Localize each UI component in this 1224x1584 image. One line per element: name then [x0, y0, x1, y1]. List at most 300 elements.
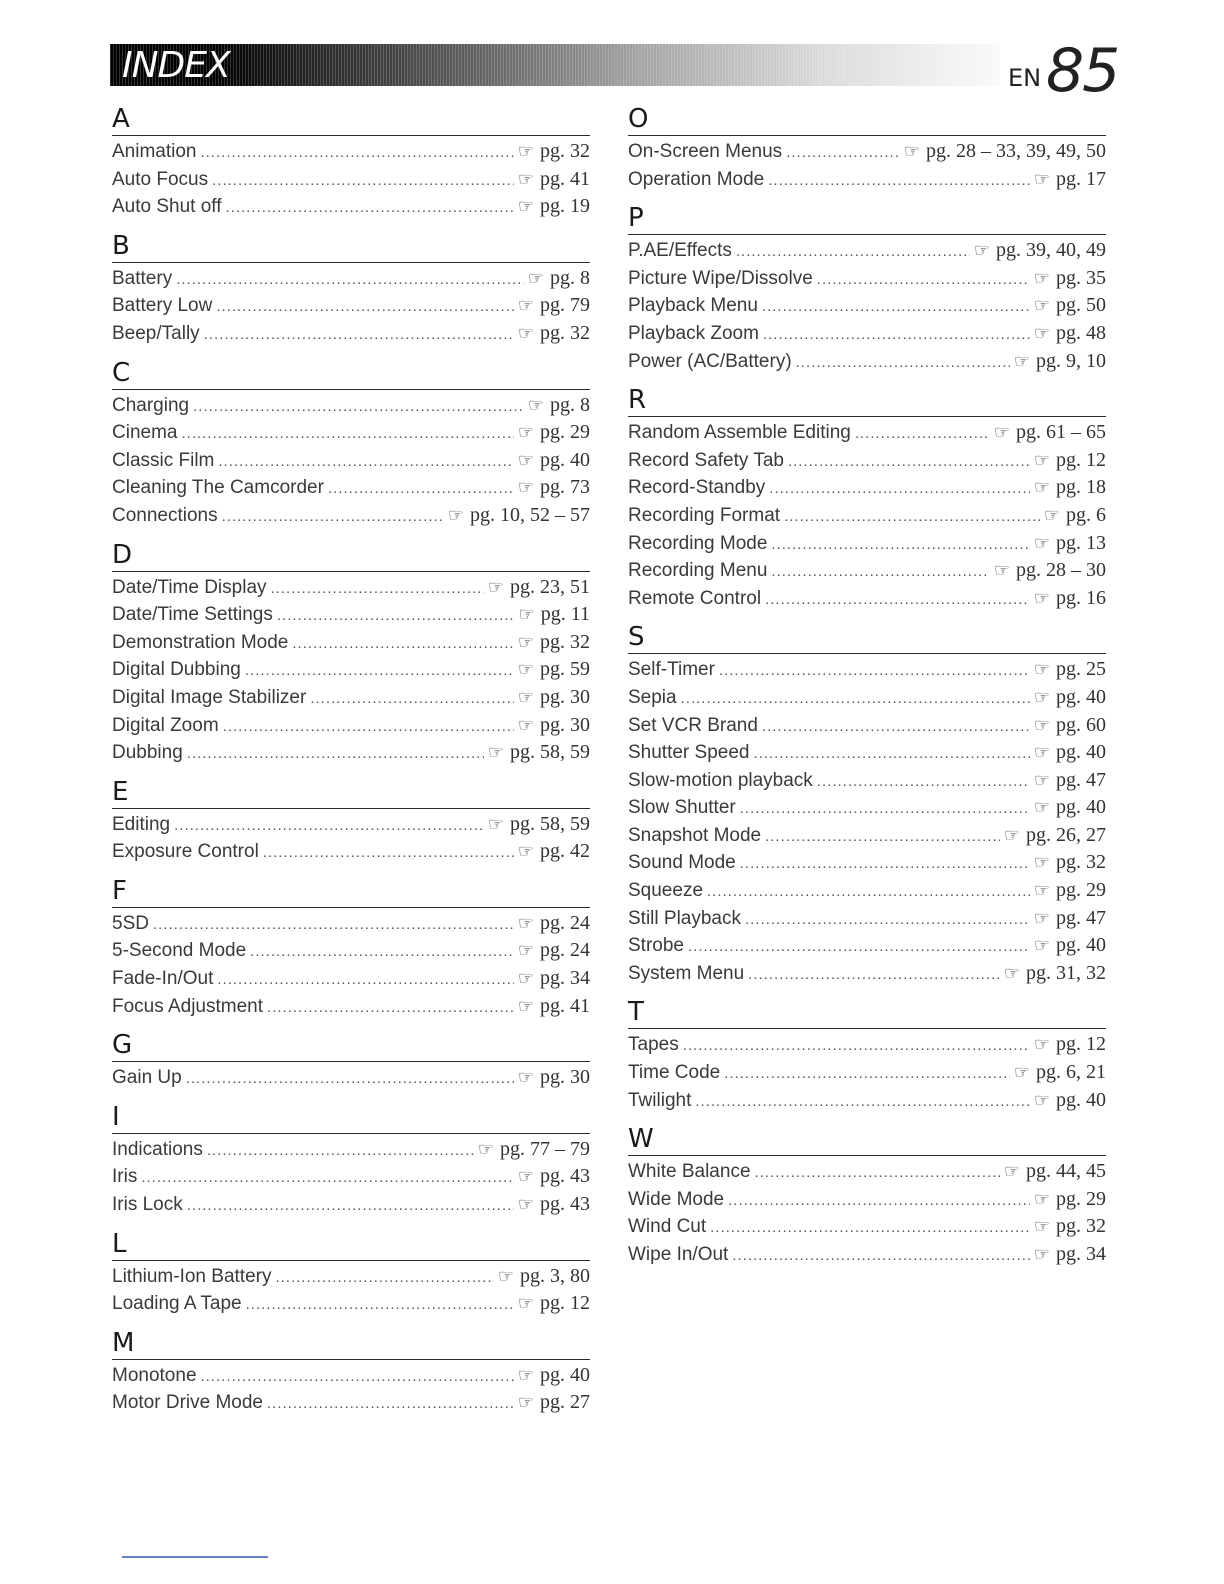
dot-leader: [736, 243, 970, 260]
pointing-hand-icon: ☞: [518, 604, 535, 625]
page-ref-text: pg. 16: [1056, 586, 1106, 609]
pointing-hand-icon: ☞: [517, 1166, 534, 1187]
index-entry: [628, 294, 1106, 322]
index-entry: [112, 912, 590, 940]
dot-leader: [788, 453, 1030, 470]
page-reference: [518, 140, 590, 163]
dot-leader: [710, 1219, 1030, 1236]
page-reference: [528, 394, 590, 417]
page-ref-text: pg. 32: [1056, 851, 1106, 874]
index-section-d: [112, 540, 590, 777]
page-number: 85: [1046, 36, 1119, 106]
dot-leader: [223, 718, 514, 735]
page-reference: [1034, 879, 1106, 902]
page-ref-text: pg. 73: [540, 476, 590, 499]
page-ref-text: pg. 34: [1056, 1243, 1106, 1265]
entry-name: Record Safety Tab: [628, 449, 784, 471]
entry-name: Snapshot Mode: [628, 824, 762, 846]
page-ref-text: pg. 18: [1056, 476, 1106, 499]
pointing-hand-icon: ☞: [517, 295, 534, 316]
index-entry: [628, 962, 1106, 990]
page-ref-text: pg. 40: [1056, 741, 1106, 764]
page-ref-text: pg. 32: [540, 140, 590, 162]
index-entry: [628, 1089, 1106, 1117]
page-reference: [518, 967, 590, 990]
page-ref-text: pg. 30: [540, 685, 590, 708]
index-section-r: [628, 385, 1106, 622]
entry-name: Gain Up: [112, 1067, 182, 1089]
page-reference: [1034, 532, 1106, 555]
index-entry: [112, 294, 590, 322]
dot-leader: [267, 1395, 514, 1412]
dot-leader: [181, 425, 513, 442]
dot-leader: [246, 1296, 514, 1313]
page-reference: [518, 168, 590, 191]
pointing-hand-icon: ☞: [1033, 1089, 1050, 1110]
page-reference: [1034, 267, 1106, 290]
pointing-hand-icon: ☞: [517, 912, 534, 933]
dot-leader: [768, 172, 1030, 189]
page-ref-text: pg. 41: [540, 167, 590, 190]
dot-leader: [771, 536, 1029, 553]
page-ref-text: pg. 32: [540, 321, 590, 344]
dot-leader: [310, 690, 514, 707]
index-entry: [628, 1215, 1106, 1243]
index-entry: [112, 476, 590, 504]
page-ref-text: pg. 32: [1056, 1215, 1106, 1238]
entry-name: Battery: [112, 267, 173, 289]
index-entry: [628, 769, 1106, 797]
page-ref-text: pg. 60: [1056, 713, 1106, 736]
index-entry: [628, 421, 1106, 449]
index-entry: [112, 840, 590, 868]
dot-leader: [753, 745, 1029, 762]
pointing-hand-icon: ☞: [1033, 659, 1050, 680]
section-entries: [112, 1261, 590, 1328]
dot-leader: [226, 199, 514, 216]
entry-name: Random Assemble Editing: [628, 422, 851, 444]
pointing-hand-icon: ☞: [487, 742, 504, 763]
index-entry: [112, 658, 590, 686]
entry-name: Focus Adjustment: [112, 995, 264, 1017]
page-reference: [518, 658, 590, 681]
page-ref-text: pg. 3, 80: [520, 1264, 590, 1287]
dot-leader: [728, 1192, 1030, 1209]
dot-leader: [817, 773, 1030, 790]
pointing-hand-icon: ☞: [517, 968, 534, 989]
page-ref-text: pg. 30: [540, 713, 590, 736]
page-reference: [518, 1193, 590, 1216]
pointing-hand-icon: ☞: [517, 1293, 534, 1314]
index-entry: [112, 1066, 590, 1094]
page-reference: [1034, 769, 1106, 792]
dot-leader: [688, 938, 1030, 955]
index-entry: [112, 741, 590, 769]
dot-leader: [765, 591, 1030, 608]
index-entry: [628, 476, 1106, 504]
page-ref-text: pg. 47: [1056, 906, 1106, 929]
dot-leader: [724, 1065, 1010, 1082]
page-ref-text: pg. 58, 59: [510, 741, 590, 764]
page-reference: [518, 1391, 590, 1414]
dot-leader: [769, 480, 1030, 497]
entry-name: Digital Dubbing: [112, 659, 241, 681]
page-ref-text: pg. 40: [1056, 685, 1106, 708]
dot-leader: [796, 354, 1010, 371]
section-letter: P: [628, 203, 1106, 235]
entry-name: Recording Format: [628, 504, 781, 526]
dot-leader: [755, 1164, 1000, 1181]
entry-name: On-Screen Menus: [628, 141, 783, 162]
page-reference: [994, 421, 1106, 444]
entry-name: Loading A Tape: [112, 1293, 242, 1315]
pointing-hand-icon: ☞: [517, 1194, 534, 1215]
page-reference: [528, 267, 590, 290]
index-entry: [628, 1033, 1106, 1061]
page-ref-text: pg. 40: [540, 448, 590, 471]
index-entry: [628, 824, 1106, 852]
entry-name: Classic Film: [112, 449, 215, 471]
index-section-i: [112, 1102, 590, 1229]
page-reference: [518, 995, 590, 1018]
dot-leader: [204, 326, 514, 343]
pointing-hand-icon: ☞: [1033, 1188, 1050, 1209]
page-ref-text: pg. 28 – 30: [1016, 559, 1106, 582]
page-ref-text: pg. 24: [540, 939, 590, 962]
index-entry: [112, 1165, 590, 1193]
pointing-hand-icon: ☞: [1033, 477, 1050, 498]
pointing-hand-icon: ☞: [517, 995, 534, 1016]
section-entries: [628, 1029, 1106, 1124]
page-reference: [518, 939, 590, 962]
page-ref-text: pg. 59: [540, 658, 590, 681]
index-entry: [112, 813, 590, 841]
pointing-hand-icon: ☞: [527, 267, 544, 288]
page-reference: [518, 1364, 590, 1387]
entry-name: Cleaning The Camcorder: [112, 477, 324, 499]
page-reference: [518, 840, 590, 863]
section-letter: F: [112, 876, 590, 908]
entry-name: Digital Image Stabilizer: [112, 686, 307, 708]
index-entry: [112, 686, 590, 714]
entry-name: White Balance: [628, 1161, 751, 1183]
page-ref-text: pg. 23, 51: [510, 575, 590, 598]
pointing-hand-icon: ☞: [1033, 769, 1050, 790]
index-entry: [628, 350, 1106, 378]
pointing-hand-icon: ☞: [487, 813, 504, 834]
dot-leader: [719, 662, 1030, 679]
page-ref-text: pg. 8: [550, 393, 590, 416]
page-ref-text: pg. 29: [1056, 1187, 1106, 1210]
page-ref-text: pg. 61 – 65: [1016, 421, 1106, 444]
dot-leader: [275, 1269, 493, 1286]
dot-leader: [328, 480, 514, 497]
page-ref-text: pg. 6, 21: [1036, 1061, 1106, 1084]
index-column-right: [628, 104, 1106, 1279]
page-reference: [1034, 294, 1106, 317]
index-entry: [112, 576, 590, 604]
dot-leader: [141, 1169, 514, 1186]
index-entry: [628, 658, 1106, 686]
section-letter: O: [628, 104, 1106, 136]
language-code: EN: [1008, 64, 1042, 92]
page-reference: [498, 1265, 590, 1288]
entry-name: Wipe In/Out: [628, 1244, 729, 1265]
entry-name: Auto Focus: [112, 168, 209, 190]
page-reference: [518, 1165, 590, 1188]
section-letter: W: [628, 1124, 1106, 1156]
index-entry: [628, 907, 1106, 935]
dot-leader: [187, 1197, 514, 1214]
page-reference: [488, 576, 590, 599]
entry-name: Twilight: [628, 1089, 692, 1111]
page-reference: [1034, 741, 1106, 764]
dot-leader: [762, 298, 1030, 315]
page-ref-text: pg. 24: [540, 911, 590, 934]
index-entry: [112, 603, 590, 631]
entry-name: Shutter Speed: [628, 742, 750, 764]
dot-leader: [732, 1247, 1030, 1264]
pointing-hand-icon: ☞: [517, 168, 534, 189]
dot-leader: [786, 144, 900, 161]
index-entry: [112, 1364, 590, 1392]
index-entry: [112, 504, 590, 532]
entry-name: Power (AC/Battery): [628, 350, 792, 372]
entry-name: Charging: [112, 394, 190, 416]
index-entry: [628, 168, 1106, 196]
section-entries: [112, 263, 590, 358]
section-entries: [112, 809, 590, 876]
page-reference: [518, 294, 590, 317]
index-entry: [112, 267, 590, 295]
page-reference: [1034, 686, 1106, 709]
page-reference: [1034, 658, 1106, 681]
entry-name: 5-Second Mode: [112, 940, 247, 962]
page-ref-text: pg. 27: [540, 1391, 590, 1414]
entry-name: Demonstration Mode: [112, 631, 289, 653]
section-entries: [112, 1134, 590, 1229]
section-letter: L: [112, 1229, 590, 1261]
index-entry: [628, 741, 1106, 769]
index-entry: [112, 1391, 590, 1419]
index-entry: [628, 1061, 1106, 1089]
page-ref-text: pg. 13: [1056, 531, 1106, 554]
entry-name: Set VCR Brand: [628, 714, 758, 736]
dot-leader: [174, 817, 484, 834]
section-entries: [112, 390, 590, 540]
page-ref-text: pg. 31, 32: [1026, 961, 1106, 984]
page-reference: [488, 741, 590, 764]
entry-name: Cinema: [112, 422, 178, 444]
page-reference: [1004, 962, 1106, 985]
page-ref-text: pg. 40: [1056, 1088, 1106, 1111]
index-entry: [628, 1188, 1106, 1216]
page-ref-text: pg. 28 – 33, 39, 49, 50: [926, 140, 1106, 162]
page-ref-text: pg. 29: [540, 421, 590, 444]
index-section-o: [628, 104, 1106, 203]
index-section-a: [112, 104, 590, 231]
index-entry: [628, 504, 1106, 532]
entry-name: Still Playback: [628, 907, 741, 929]
pointing-hand-icon: ☞: [1033, 852, 1050, 873]
index-section-m: [112, 1328, 590, 1427]
pointing-hand-icon: ☞: [517, 422, 534, 443]
page-reference: [1034, 168, 1106, 191]
index-entry: [628, 322, 1106, 350]
index-entry: [112, 714, 590, 742]
dot-leader: [176, 271, 524, 288]
page-reference: [518, 1066, 590, 1089]
page-reference: [1034, 476, 1106, 499]
page-reference: [904, 140, 1106, 163]
index-entry: [628, 1160, 1106, 1188]
section-entries: [112, 1360, 590, 1427]
dot-leader: [817, 271, 1030, 288]
section-entries: [112, 1062, 590, 1102]
dot-leader: [218, 453, 513, 470]
dot-leader: [187, 745, 484, 762]
page-ref-text: pg. 50: [1056, 294, 1106, 317]
page-reference: [1034, 796, 1106, 819]
entry-name: Tapes: [628, 1034, 679, 1056]
pointing-hand-icon: ☞: [1033, 797, 1050, 818]
page-ref-text: pg. 39, 40, 49: [996, 239, 1106, 262]
entry-name: Operation Mode: [628, 168, 765, 190]
entry-name: Wide Mode: [628, 1188, 725, 1210]
pointing-hand-icon: ☞: [1013, 1062, 1030, 1083]
pointing-hand-icon: ☞: [1033, 449, 1050, 470]
page-reference: [1014, 1061, 1106, 1084]
dot-leader: [222, 508, 444, 525]
index-entry: [112, 1138, 590, 1166]
page-reference: [1034, 714, 1106, 737]
page-ref-text: pg. 32: [540, 630, 590, 653]
section-letter: T: [628, 997, 1106, 1029]
dot-leader: [745, 911, 1030, 928]
page-reference: [518, 476, 590, 499]
page-reference: [1004, 824, 1106, 847]
index-column-left: [112, 104, 590, 1427]
page-ref-text: pg. 43: [540, 1165, 590, 1188]
dot-leader: [216, 298, 514, 315]
pointing-hand-icon: ☞: [517, 631, 534, 652]
page-ref-text: pg. 41: [540, 994, 590, 1017]
page-ref-text: pg. 17: [1056, 167, 1106, 190]
pointing-hand-icon: ☞: [517, 322, 534, 343]
dot-leader: [695, 1093, 1030, 1110]
pointing-hand-icon: ☞: [497, 1265, 514, 1286]
page-ref-text: pg. 11: [540, 603, 590, 626]
pointing-hand-icon: ☞: [517, 1067, 534, 1088]
section-entries: [628, 654, 1106, 997]
index-entry: [112, 939, 590, 967]
section-letter: S: [628, 622, 1106, 654]
pointing-hand-icon: ☞: [447, 504, 464, 525]
footer-rule: [122, 1556, 268, 1558]
page-ref-text: pg. 77 – 79: [500, 1137, 590, 1160]
dot-leader: [762, 718, 1030, 735]
index-entry: [112, 140, 590, 168]
page-ref-text: pg. 34: [540, 967, 590, 990]
page-reference: [448, 504, 590, 527]
page-ref-text: pg. 40: [540, 1363, 590, 1386]
pointing-hand-icon: ☞: [517, 686, 534, 707]
pointing-hand-icon: ☞: [1033, 1034, 1050, 1055]
pointing-hand-icon: ☞: [517, 1364, 534, 1385]
entry-name: Digital Zoom: [112, 714, 219, 736]
pointing-hand-icon: ☞: [1033, 295, 1050, 316]
dot-leader: [855, 425, 990, 442]
index-entry: [628, 714, 1106, 742]
pointing-hand-icon: ☞: [517, 477, 534, 498]
entry-name: Battery Low: [112, 295, 213, 317]
entry-name: System Menu: [628, 962, 745, 984]
page-reference: [518, 421, 590, 444]
index-entry: [112, 631, 590, 659]
page-reference: [1034, 1089, 1106, 1112]
dot-leader: [201, 1368, 514, 1385]
entry-name: Iris: [112, 1166, 138, 1188]
index-entry: [628, 879, 1106, 907]
index-entry: [112, 394, 590, 422]
index-entry: [628, 851, 1106, 879]
entry-name: Recording Menu: [628, 560, 768, 582]
entry-name: Date/Time Settings: [112, 604, 273, 626]
index-section-p: [628, 203, 1106, 385]
index-entry: [628, 796, 1106, 824]
dot-leader: [245, 662, 514, 679]
entry-name: Strobe: [628, 935, 684, 957]
entry-name: Iris Lock: [112, 1194, 183, 1216]
pointing-hand-icon: ☞: [1033, 714, 1050, 735]
dot-leader: [201, 144, 514, 161]
page-reference: [518, 195, 590, 218]
dot-leader: [748, 966, 1000, 983]
page-reference: [488, 813, 590, 836]
page-ref-text: pg. 79: [540, 294, 590, 317]
page-ref-text: pg. 29: [1056, 879, 1106, 902]
page-reference: [1034, 907, 1106, 930]
entry-name: Slow-motion playback: [628, 769, 813, 791]
pointing-hand-icon: ☞: [1013, 350, 1030, 371]
entry-name: Connections: [112, 504, 218, 526]
entry-name: Fade-In/Out: [112, 968, 214, 990]
pointing-hand-icon: ☞: [477, 1138, 494, 1159]
page-ref-text: pg. 42: [540, 840, 590, 863]
page-reference: [518, 322, 590, 345]
page-reference: [1014, 350, 1106, 373]
dot-leader: [186, 1070, 514, 1087]
pointing-hand-icon: ☞: [1033, 267, 1050, 288]
index-section-e: [112, 777, 590, 876]
page-ref-text: pg. 47: [1056, 768, 1106, 791]
dot-leader: [263, 844, 514, 861]
page-reference: [1034, 1188, 1106, 1211]
pointing-hand-icon: ☞: [517, 841, 534, 862]
index-section-l: [112, 1229, 590, 1328]
entry-name: Beep/Tally: [112, 322, 200, 344]
section-entries: [628, 1156, 1106, 1278]
page-reference: [994, 559, 1106, 582]
index-entry: [112, 449, 590, 477]
section-entries: [628, 136, 1106, 203]
page-reference: [518, 449, 590, 472]
entry-name: Exposure Control: [112, 841, 259, 863]
page-reference: [518, 714, 590, 737]
page-reference: [518, 1292, 590, 1315]
section-letter: B: [112, 231, 590, 263]
pointing-hand-icon: ☞: [1003, 824, 1020, 845]
